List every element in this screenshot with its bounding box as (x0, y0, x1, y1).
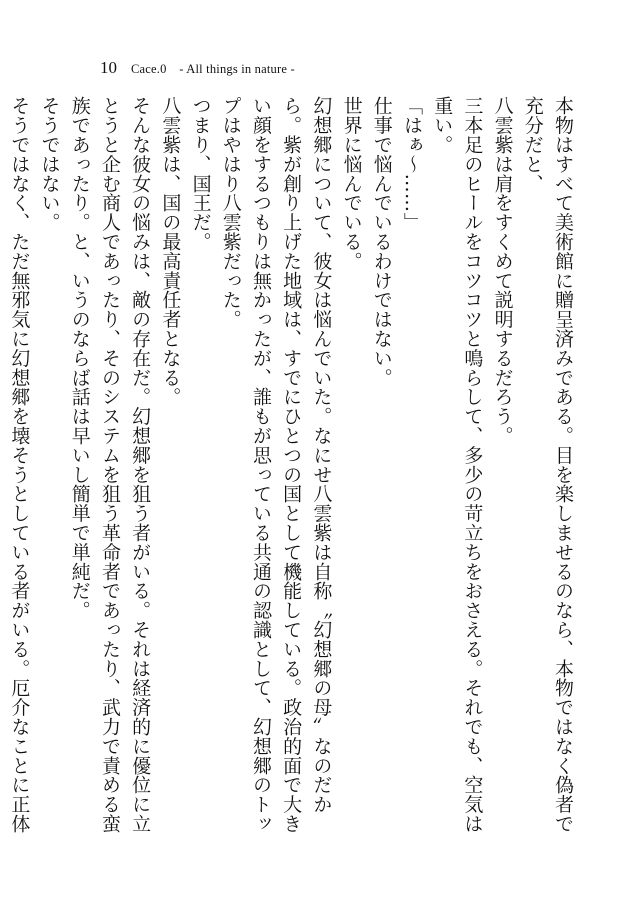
body-text (8, 96, 578, 836)
running-title: Cace.0 - All things in nature - (131, 62, 295, 76)
paragraph-6: 世界に悩んでいる。 (340, 96, 363, 271)
paragraph-11: そうではない。 (38, 96, 61, 232)
paragraph-1: 本物はすべて美術館に贈呈済みである。目を楽しませるのなら、本物ではなく偽者で充分だと、 (521, 96, 574, 834)
paragraph-2: 八雲紫は肩をすくめて説明するだろう。 (491, 96, 514, 446)
paragraph-10: そんな彼女の悩みは、敵の存在だ。幻想郷を狙う者がいる。それは経済的に優位に立とうと企む商人であったり、そのシステムを狙う革命者であったり、武力で責める蛮族であったり。と、いうのならば話は早いし簡単で単純だ。 (68, 96, 152, 834)
page-number: 10 (100, 58, 117, 77)
paragraph-5: 仕事で悩んでいるわけではない。 (370, 96, 393, 387)
page-header (100, 58, 295, 78)
paragraph-9: 八雲紫は、国の最高責任者となる。 (159, 96, 182, 407)
paragraph-8: つまり、国王だ。 (189, 96, 212, 252)
paragraph-4: 「はぁ～……」 (400, 96, 423, 232)
paragraph-3: 三本足のヒールをコツコツと鳴らして、多少の苛立ちをおさえる。それでも、空気は重い。 (431, 96, 484, 834)
paragraph-12: そうではなく、ただ無邪気に幻想郷を壊そうとしている者がいる。厄介なことに正体 (8, 96, 31, 834)
paragraph-7: 幻想郷について、彼女は悩んでいた。なにせ八雲紫は自称〝幻想郷の母〟なのだから。紫が創り上げた地域は、すでにひとつの国として機能している。政治的面で大きい顔をするつもりは無かったが、誰もが思っている共通の認識として、幻想郷のトップはやはり八雲紫だった。 (219, 96, 333, 834)
